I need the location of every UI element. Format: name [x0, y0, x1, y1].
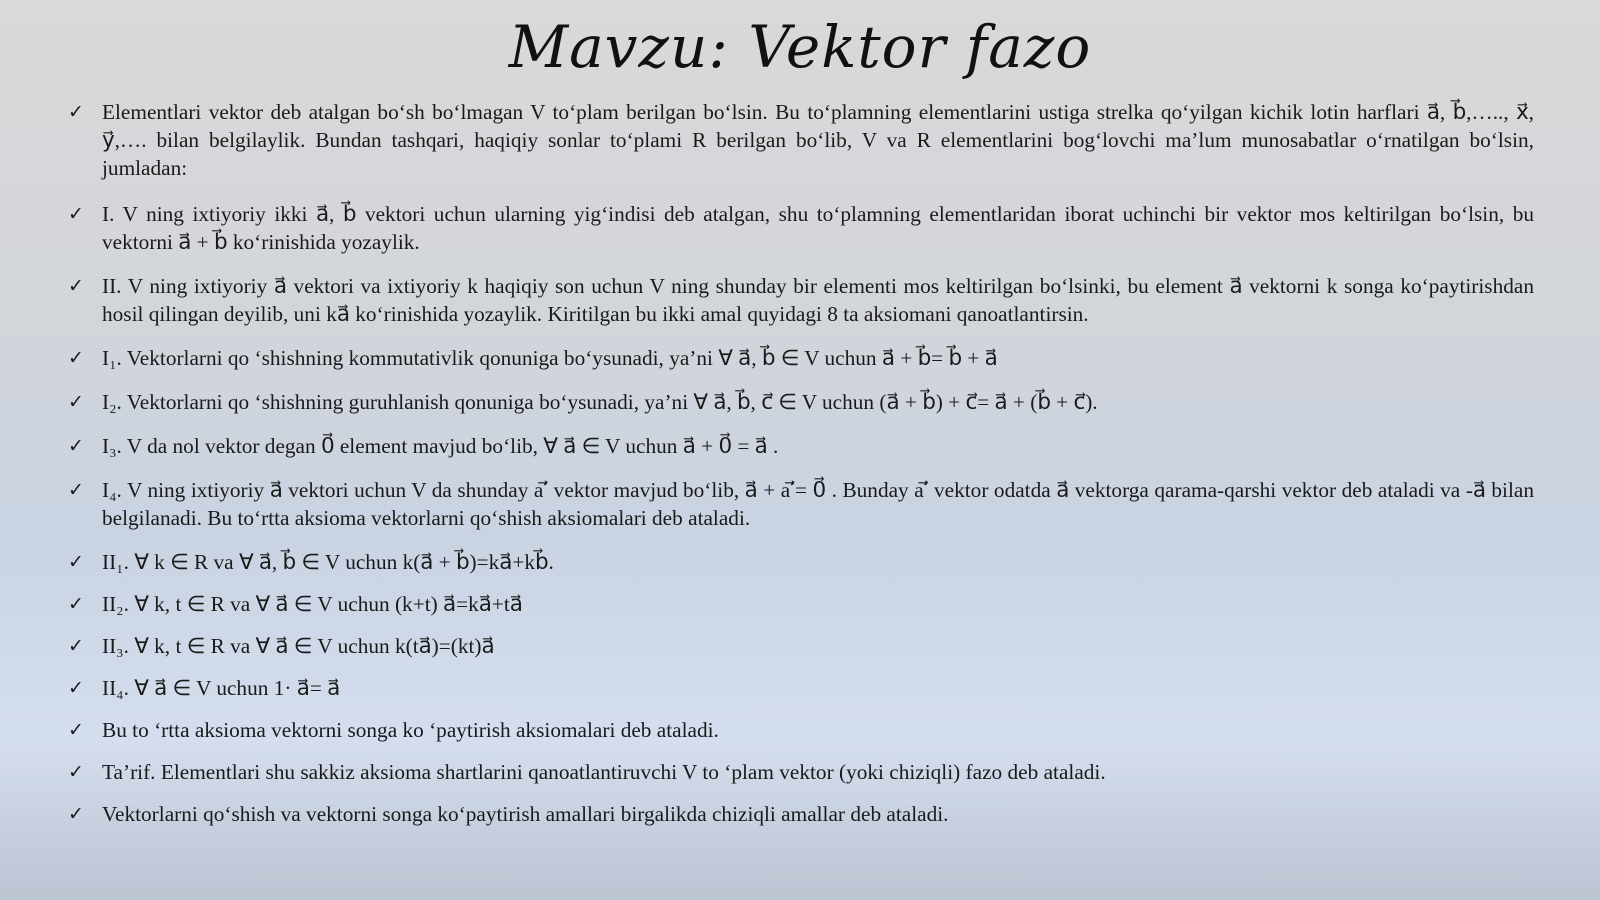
list-item [64, 344, 1534, 372]
list-item-text: II. V ning ixtiyoriy a⃗ vektori va ixtiyoriy k haqiqiy son uchun V ning shunday bir elementi mos keltirilgan bo‘lsinki, bu element a⃗ vektorni k songa ko‘paytirishdan hosil qilingan deyilib, uni ka⃗ ko‘rinishida yozaylik. Kiritilgan bu ikki amal quyidagi 8 ta aksiomani qanoatlantirsin. [102, 274, 1534, 326]
check-icon: ✓ [68, 551, 84, 573]
list-item [64, 632, 1534, 660]
list-item-text: I₄. V ning ixtiyoriy a⃗ vektori uchun V da shunday a′⃗ vektor mavjud bo‘lib, a⃗ + a′⃗= 0⃗ . Bunday a′⃗ vektor odatda a⃗ vektorga qarama-qarshi vektor deb ataladi va -a⃗ bilan belgilanadi. Bu to‘rtta aksioma vektorlarni qo‘shish aksiomalari deb ataladi. [102, 478, 1534, 530]
check-icon: ✓ [68, 635, 84, 657]
list-item-text: I. V ning ixtiyoriy ikki a⃗, b⃗ vektori uchun ularning yig‘indisi deb atalgan, shu to‘plamning elementlaridan iborat uchinchi bir vektor mos keltirilgan bo‘lsin, bu vektorni a⃗ + b⃗ ko‘rinishida yozaylik. [102, 202, 1534, 254]
check-icon: ✓ [68, 677, 84, 699]
list-item [64, 432, 1534, 460]
slide-title: Mavzu: Vektor fazo [508, 13, 1092, 81]
list-item-text: II₁. ∀ k ∈ R va ∀ a⃗, b⃗ ∈ V uchun k(a⃗ + b⃗)=ka⃗+kb⃗. [102, 550, 554, 574]
list-item [64, 548, 1534, 576]
list-item-text: II₃. ∀ k, t ∈ R va ∀ a⃗ ∈ V uchun k(ta⃗)=(kt)a⃗ [102, 634, 495, 658]
list-item [64, 98, 1534, 182]
check-icon: ✓ [68, 479, 84, 501]
list-item [64, 674, 1534, 702]
list-item-text: II₂. ∀ k, t ∈ R va ∀ a⃗ ∈ V uchun (k+t) a⃗=ka⃗+ta⃗ [102, 592, 523, 616]
check-icon: ✓ [68, 803, 84, 825]
axiom-list [64, 98, 1534, 828]
check-icon: ✓ [68, 593, 84, 615]
check-icon: ✓ [68, 761, 84, 783]
list-item [64, 272, 1534, 328]
list-item [64, 476, 1534, 532]
check-icon: ✓ [68, 203, 84, 225]
check-icon: ✓ [68, 391, 84, 413]
check-icon: ✓ [68, 719, 84, 741]
check-icon: ✓ [68, 347, 84, 369]
list-item-text: Vektorlarni qo‘shish va vektorni songa ko‘paytirish amallari birgalikda chiziqli amallar deb ataladi. [102, 802, 949, 826]
list-item [64, 716, 1534, 744]
list-item-text: I₃. V da nol vektor degan 0⃗ element mavjud bo‘lib, ∀ a⃗ ∈ V uchun a⃗ + 0⃗ = a⃗ . [102, 434, 779, 458]
list-item [64, 800, 1534, 828]
list-item [64, 758, 1534, 786]
list-item-text: I₂. Vektorlarni qo ‘shishning guruhlanish qonuniga bo‘ysunadi, ya’ni ∀ a⃗, b⃗, c⃗ ∈ V uchun (a⃗ + b⃗) + c⃗= a⃗ + (b⃗ + c⃗). [102, 390, 1098, 414]
list-item-text: Elementlari vektor deb atalgan bo‘sh bo‘lmagan V to‘plam berilgan bo‘lsin. Bu to‘plamning elementlarini ustiga strelka qo‘yilgan kichik lotin harflari a⃗, b⃗,….., x⃗, y⃗,…. bilan belgilaylik. Bundan tashqari, haqiqiy sonlar to‘plami R berilgan bo‘lib, V va R elementlarini bog‘lovchi ma’lum munosabatlar o‘rnatilgan bo‘lsin, jumladan: [102, 100, 1534, 180]
list-item-text: I₁. Vektorlarni qo ‘shishning kommutativlik qonuniga bo‘ysunadi, ya’ni ∀ a⃗, b⃗ ∈ V uchun a⃗ + b⃗= b⃗ + a⃗ [102, 346, 998, 370]
list-item [64, 590, 1534, 618]
list-item-text: Ta’rif. Elementlari shu sakkiz aksioma shartlarini qanoatlantiruvchi V to ‘plam vektor (yoki chiziqli) fazo deb ataladi. [102, 760, 1106, 784]
check-icon: ✓ [68, 275, 84, 297]
list-item [64, 200, 1534, 256]
list-item-text: II₄. ∀ a⃗ ∈ V uchun 1· a⃗= a⃗ [102, 676, 341, 700]
check-icon: ✓ [68, 435, 84, 457]
check-icon: ✓ [68, 101, 84, 123]
list-item-text: Bu to ‘rtta aksioma vektorni songa ko ‘paytirish aksiomalari deb ataladi. [102, 718, 719, 742]
list-item [64, 388, 1534, 416]
